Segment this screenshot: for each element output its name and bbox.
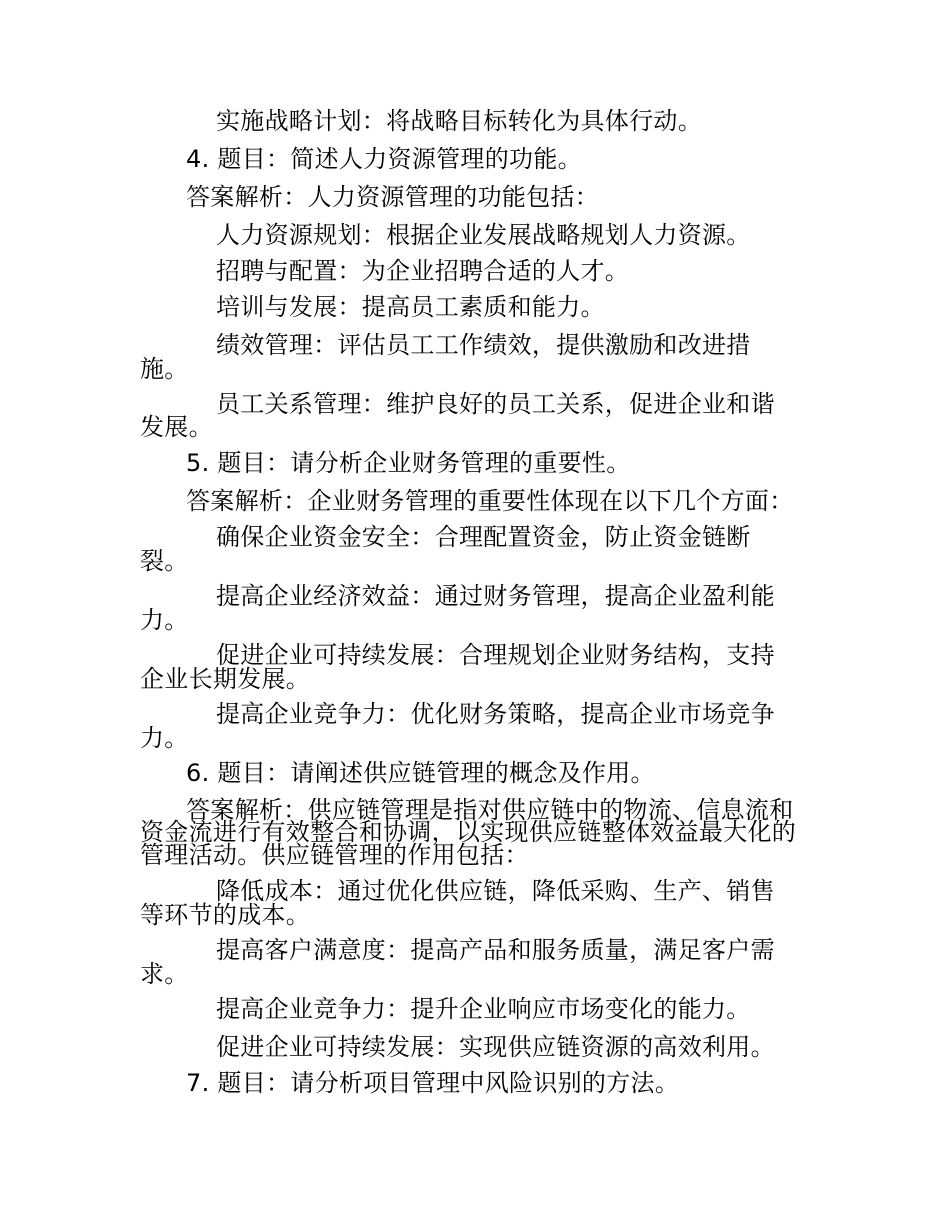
text-line: 人力资源规划：根据企业发展战略规划人力资源。 xyxy=(216,221,751,249)
text-line: 绩效管理：评估员工工作绩效，提供激励和改进措 xyxy=(216,331,751,359)
text-line: 培训与发展：提高员工素质和能力。 xyxy=(216,293,605,321)
text-line-continuation: 等环节的成本。 xyxy=(140,901,311,929)
text-line: 招聘与配置：为企业招聘合适的人才。 xyxy=(216,257,630,285)
question-heading: 7. 题目：请分析项目管理中风险识别的方法。 xyxy=(186,1069,680,1097)
text-line: 提高客户满意度：提高产品和服务质量，满足客户需 xyxy=(216,936,775,964)
text-line-continuation: 力。 xyxy=(140,606,189,634)
question-heading: 5. 题目：请分析企业财务管理的重要性。 xyxy=(186,449,631,477)
text-line: 降低成本：通过优化供应链，降低采购、生产、销售 xyxy=(216,877,775,905)
text-line-continuation: 资金流进行有效整合和协调，以实现供应链整体效益最大化的 xyxy=(140,818,797,846)
text-line-continuation: 求。 xyxy=(140,960,189,988)
text-line: 提高企业竞争力：优化财务策略，提高企业市场竞争 xyxy=(216,700,775,728)
text-line-continuation: 发展。 xyxy=(140,413,213,441)
text-line-continuation: 管理活动。供应链管理的作用包括： xyxy=(140,841,529,869)
text-line-continuation: 裂。 xyxy=(140,547,189,575)
text-line: 提高企业竞争力：提升企业响应市场变化的能力。 xyxy=(216,995,751,1023)
text-line-continuation: 力。 xyxy=(140,724,189,752)
answer-intro: 答案解析：企业财务管理的重要性体现在以下几个方面： xyxy=(186,487,794,515)
text-line: 实施战略计划：将战略目标转化为具体行动。 xyxy=(216,107,702,135)
text-line: 促进企业可持续发展：实现供应链资源的高效利用。 xyxy=(216,1033,775,1061)
text-line: 员工关系管理：维护良好的员工关系，促进企业和谐 xyxy=(216,390,775,418)
text-line: 提高企业经济效益：通过财务管理，提高企业盈利能 xyxy=(216,582,775,610)
text-line-continuation: 企业长期发展。 xyxy=(140,665,311,693)
question-heading: 4. 题目：简述人力资源管理的功能。 xyxy=(186,145,582,173)
question-heading: 6. 题目：请阐述供应链管理的概念及作用。 xyxy=(186,759,655,787)
answer-intro: 答案解析：人力资源管理的功能包括： xyxy=(186,183,600,211)
text-line-continuation: 施。 xyxy=(140,355,189,383)
text-line: 确保企业资金安全：合理配置资金，防止资金链断 xyxy=(216,523,751,551)
answer-intro: 答案解析：供应链管理是指对供应链中的物流、信息流和 xyxy=(186,796,794,824)
text-line: 促进企业可持续发展：合理规划企业财务结构，支持 xyxy=(216,641,775,669)
